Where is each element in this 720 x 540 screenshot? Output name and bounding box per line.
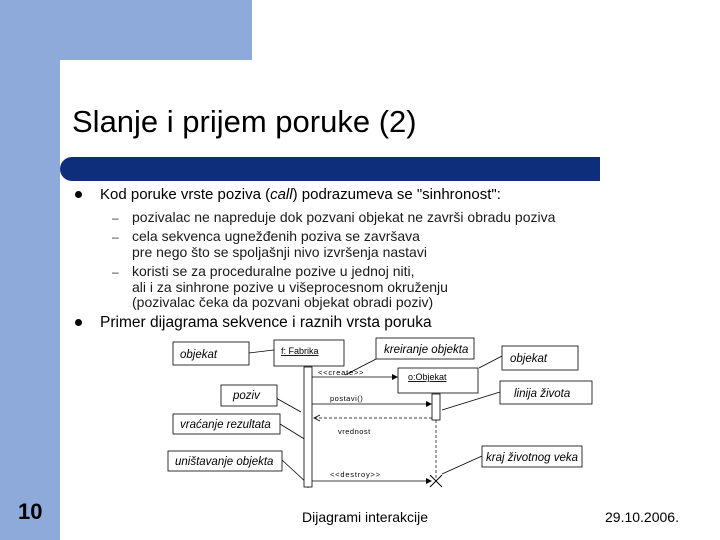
sub-line: ali i za sinhrone pozive u višeprocesnom okruženju (132, 278, 448, 295)
leader-vracanje (280, 424, 306, 440)
arrowhead-postavi (426, 401, 432, 407)
leader-kraj (442, 456, 482, 474)
activation-fabrika (304, 367, 312, 487)
activation-objekat (432, 394, 440, 420)
sub-dash-3: – (112, 265, 119, 279)
callout-linija: linija života (514, 388, 571, 400)
callout-kreiranje: kreiranje objekta (384, 344, 469, 356)
slide-number: 10 (18, 499, 43, 524)
bullet-sequence-example: Primer dijagrama sekvence i raznih vrsta poruka (100, 314, 432, 331)
sub-line: cela sekvenca ugnežđenih poziva se završava (132, 228, 420, 244)
arrowhead-destroy (426, 478, 432, 484)
sub-line: pozivalac ne napreduje dok pozvani objekat ne završi obradu poziva (132, 209, 556, 225)
message-postavi-label: postavi() (330, 394, 364, 403)
callout-vracanje: vraćanje rezultata (180, 419, 271, 431)
callout-objekat-left: objekat (180, 349, 218, 361)
message-destroy-label: <<destroy>> (330, 470, 381, 479)
sub-line: (pozivalac čeka da pozvani objekat obradi poziv) (132, 294, 434, 310)
sub-line: koristi se za proceduralne pozive u jednoj niti, (132, 263, 415, 279)
message-vrednost-label: vrednost (338, 427, 371, 436)
sub-line: pre nego što se spoljašnji nivo izvršenja nastavi (132, 243, 427, 260)
callout-objekat-right: objekat (510, 353, 548, 365)
sub-dash-1: – (112, 211, 119, 225)
callout-unistavanje: uništavanje objekta (175, 456, 274, 468)
slide-title: Slanje i prijem poruke (2) (72, 104, 417, 139)
footer-date: 29.10.2006. (605, 509, 679, 525)
leader-poziv (276, 398, 301, 412)
bullet1-prefix: Kod poruke vrste poziva ( (100, 186, 271, 203)
bullet1-suffix: ) podrazumeva se "sinhronost": (292, 186, 501, 203)
leader-objekat-right (479, 356, 502, 368)
callout-kraj: kraj životnog veka (486, 452, 579, 464)
object-label-fabrika: f: Fabrika (281, 346, 319, 356)
object-label-objekat: o:Objekat (408, 372, 447, 382)
footer-center-label: Dijagrami interakcije (302, 509, 429, 525)
bullet1-italic: call (270, 186, 293, 203)
leader-linija (442, 392, 500, 410)
sub-dash-2: – (112, 230, 119, 244)
arrowhead-create (392, 374, 398, 380)
callout-poziv: poziv (233, 390, 260, 402)
message-create-label: <<create>> (318, 368, 365, 377)
